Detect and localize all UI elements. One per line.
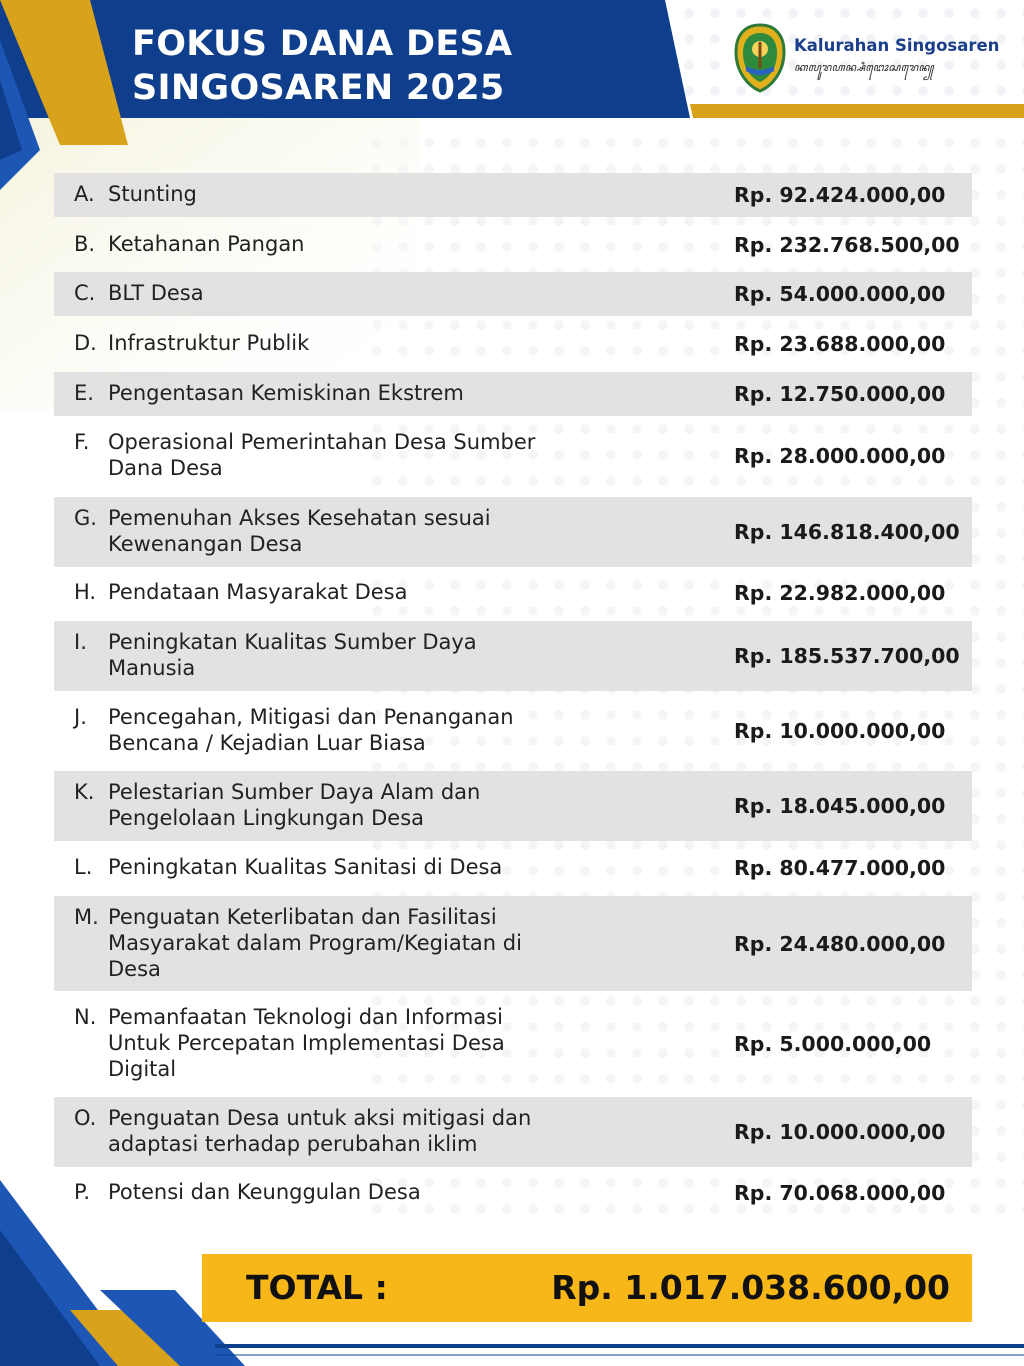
item-label-line: Pencegahan, Mitigasi dan Penanganan <box>108 705 514 729</box>
item-label-line: adaptasi terhadap perubahan iklim <box>108 1132 478 1156</box>
fund-item-row <box>54 621 972 691</box>
item-amount: Rp. 232.768.500,00 <box>734 233 960 257</box>
item-label <box>108 280 578 306</box>
fund-item-row <box>54 846 972 890</box>
item-label <box>108 629 578 681</box>
item-label <box>108 330 578 356</box>
fund-item-row <box>54 571 972 615</box>
item-label <box>108 904 578 982</box>
item-label-line: Kewenangan Desa <box>108 532 303 556</box>
total-amount: Rp. 1.017.038.600,00 <box>551 1268 950 1307</box>
item-label-line: Bencana / Kejadian Luar Biasa <box>108 731 426 755</box>
item-letter: H. <box>74 580 97 604</box>
item-label <box>108 231 578 257</box>
item-letter: G. <box>74 506 97 530</box>
village-emblem-icon <box>732 22 788 94</box>
item-letter: E. <box>74 381 94 405</box>
item-amount: Rp. 70.068.000,00 <box>734 1181 946 1205</box>
item-label <box>108 1105 578 1157</box>
item-label-line: Masyarakat dalam Program/Kegiatan di <box>108 931 522 955</box>
item-label-line: Peningkatan Kualitas Sanitasi di Desa <box>108 855 503 879</box>
item-label-line: Peningkatan Kualitas Sumber Daya <box>108 630 477 654</box>
item-letter: O. <box>74 1106 97 1130</box>
item-amount: Rp. 54.000.000,00 <box>734 282 946 306</box>
fund-item-row <box>54 421 972 491</box>
item-label-line: Dana Desa <box>108 456 223 480</box>
brand-block <box>732 22 1002 102</box>
item-label-line: Stunting <box>108 182 197 206</box>
item-label <box>108 704 578 756</box>
item-label-line: Penguatan Keterlibatan dan Fasilitasi <box>108 905 497 929</box>
item-letter: F. <box>74 430 90 454</box>
item-label-line: Penguatan Desa untuk aksi mitigasi dan <box>108 1106 532 1130</box>
item-label-line: Operasional Pemerintahan Desa Sumber <box>108 430 536 454</box>
fund-item-row <box>54 173 972 217</box>
item-label <box>108 380 578 406</box>
item-letter: M. <box>74 905 99 929</box>
item-letter: C. <box>74 281 96 305</box>
title-line-1: FOKUS DANA DESA <box>132 24 513 64</box>
fund-item-row <box>54 771 972 841</box>
fund-item-row <box>54 996 972 1091</box>
item-label-line: Infrastruktur Publik <box>108 331 310 355</box>
item-label-line: Ketahanan Pangan <box>108 232 305 256</box>
item-label-line: Potensi dan Keunggulan Desa <box>108 1180 421 1204</box>
item-label <box>108 779 578 831</box>
item-amount: Rp. 28.000.000,00 <box>734 444 946 468</box>
item-label-line: Manusia <box>108 656 196 680</box>
item-label <box>108 1179 578 1205</box>
fund-item-row <box>54 272 972 316</box>
item-amount: Rp. 146.818.400,00 <box>734 520 960 544</box>
item-label <box>108 854 578 880</box>
item-amount: Rp. 22.982.000,00 <box>734 581 946 605</box>
item-label-line: BLT Desa <box>108 281 204 305</box>
fund-item-row <box>54 372 972 416</box>
item-amount: Rp. 185.537.700,00 <box>734 644 960 668</box>
fund-item-row <box>54 497 972 567</box>
item-label-line: Pengentasan Kemiskinan Ekstrem <box>108 381 464 405</box>
item-amount: Rp. 12.750.000,00 <box>734 382 946 406</box>
fund-item-row <box>54 696 972 766</box>
item-amount: Rp. 80.477.000,00 <box>734 856 946 880</box>
item-amount: Rp. 18.045.000,00 <box>734 794 946 818</box>
title-line-2: SINGOSAREN 2025 <box>132 68 505 108</box>
item-label <box>108 579 578 605</box>
item-amount: Rp. 23.688.000,00 <box>734 332 946 356</box>
fund-item-row <box>54 1097 972 1167</box>
item-amount: Rp. 24.480.000,00 <box>734 932 946 956</box>
item-label-line: Pemenuhan Akses Kesehatan sesuai <box>108 506 491 530</box>
item-amount: Rp. 10.000.000,00 <box>734 719 946 743</box>
item-label <box>108 1004 578 1082</box>
item-label-line: Untuk Percepatan Implementasi Desa <box>108 1031 505 1055</box>
fund-item-row <box>54 322 972 366</box>
item-letter: K. <box>74 780 95 804</box>
item-label-line: Pelestarian Sumber Daya Alam dan <box>108 780 481 804</box>
item-label-line: Pengelolaan Lingkungan Desa <box>108 806 425 830</box>
item-label <box>108 429 578 481</box>
item-letter: A. <box>74 182 95 206</box>
item-label-line: Pemanfaatan Teknologi dan Informasi <box>108 1005 504 1029</box>
item-letter: L. <box>74 855 93 879</box>
brand-name: Kalurahan Singosaren <box>794 36 1000 55</box>
item-label <box>108 505 578 557</box>
page-title <box>132 22 512 110</box>
total-label: TOTAL : <box>246 1268 388 1307</box>
item-amount: Rp. 92.424.000,00 <box>734 183 946 207</box>
item-letter: D. <box>74 331 97 355</box>
item-amount: Rp. 10.000.000,00 <box>734 1120 946 1144</box>
fund-item-row <box>54 896 972 991</box>
fund-item-row <box>54 1171 972 1215</box>
item-label-line: Desa <box>108 957 161 981</box>
item-amount: Rp. 5.000.000,00 <box>734 1032 932 1056</box>
item-label <box>108 181 578 207</box>
item-letter: I. <box>74 630 87 654</box>
item-letter: J. <box>74 705 87 729</box>
item-letter: N. <box>74 1005 97 1029</box>
total-box <box>202 1254 972 1322</box>
fund-item-row <box>54 223 972 267</box>
item-letter: B. <box>74 232 96 256</box>
brand-script-text: ꦏꦭꦸꦫꦲꦤ꧀ꦱꦶꦔꦺꦴꦱꦫꦺꦤ꧀ <box>794 61 934 74</box>
item-label-line: Pendataan Masyarakat Desa <box>108 580 408 604</box>
item-letter: P. <box>74 1180 91 1204</box>
item-label-line: Digital <box>108 1057 177 1081</box>
